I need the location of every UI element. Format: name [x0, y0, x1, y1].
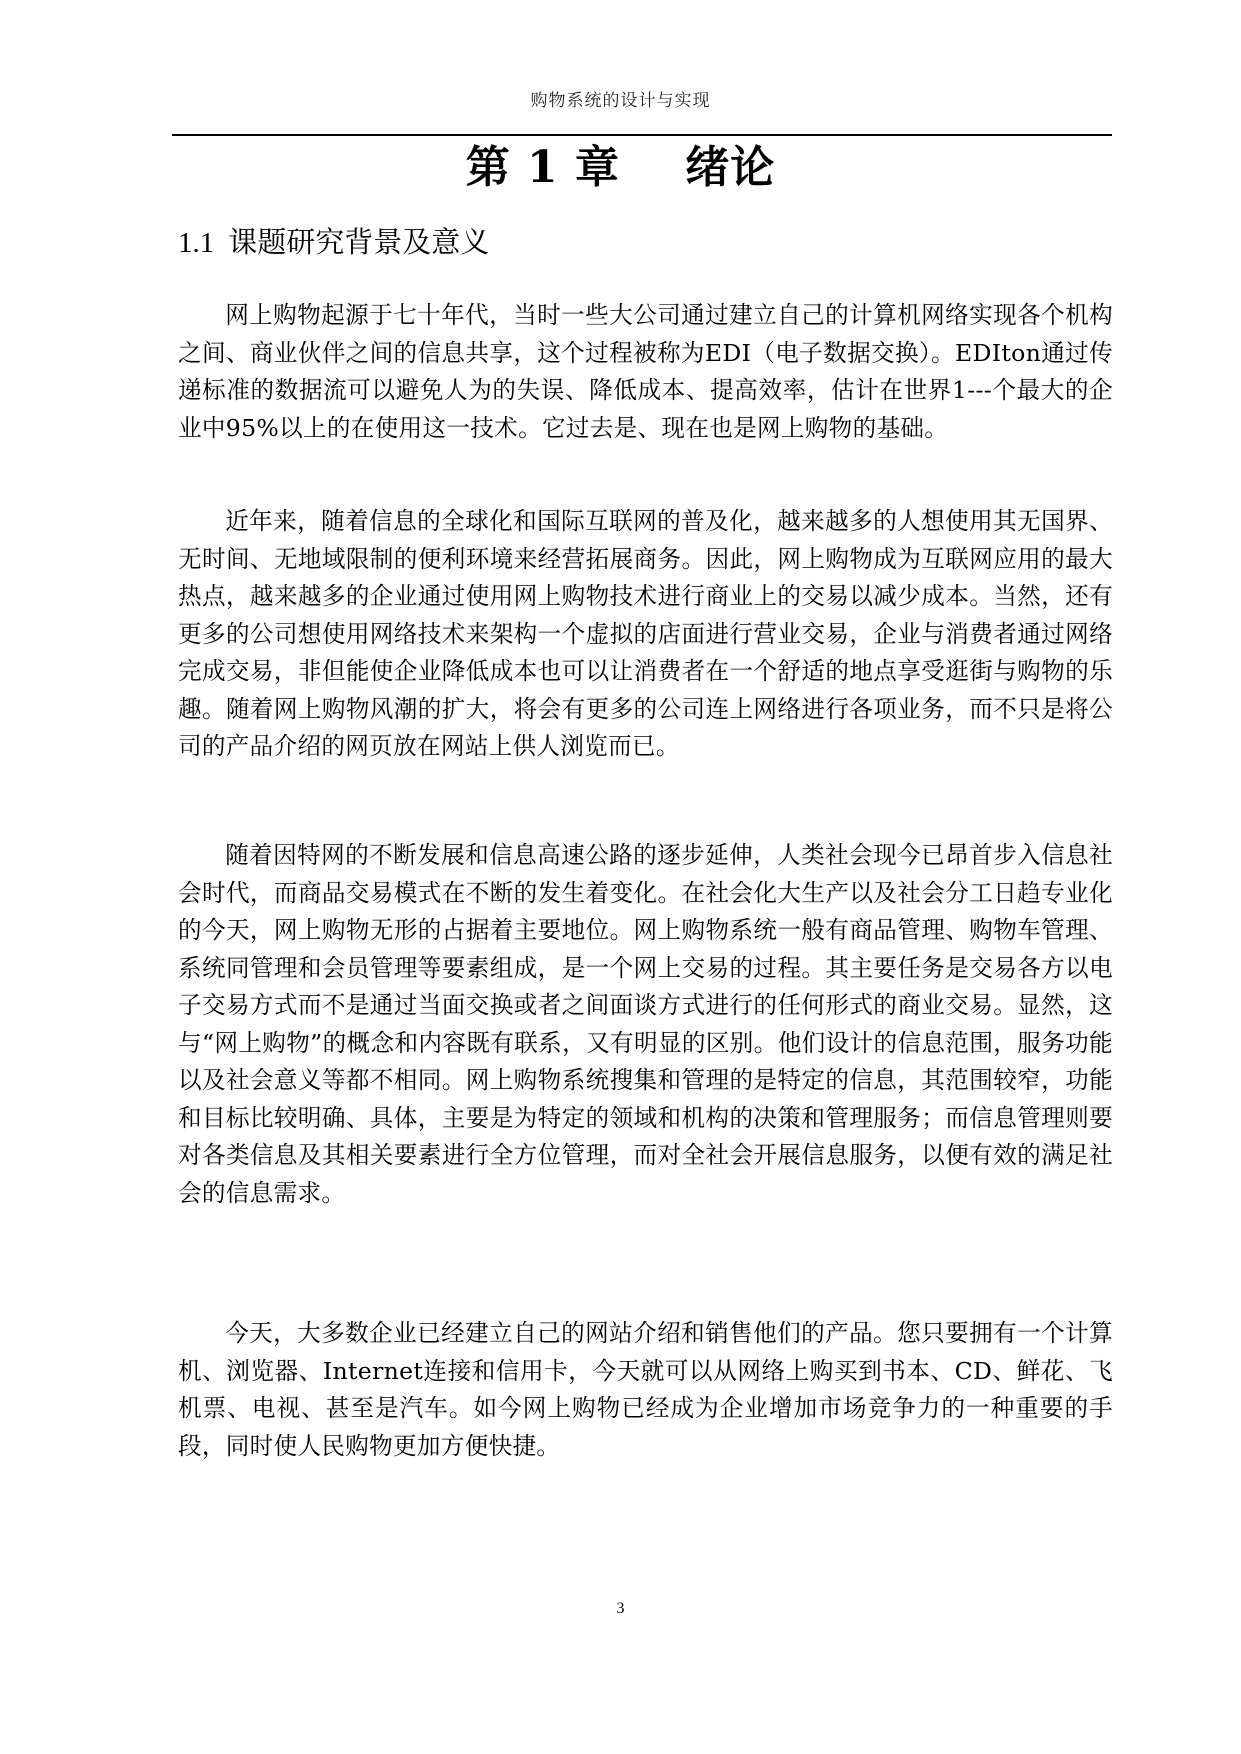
section-heading — [178, 222, 489, 263]
page-number: 3 — [616, 1600, 625, 1617]
section-title: 课题研究背景及意义 — [228, 225, 490, 259]
chapter-title — [0, 138, 1241, 198]
chapter-name: 绪论 — [685, 142, 776, 193]
chapter-number-label: 第 1 章 — [465, 142, 620, 193]
running-header: 购物系统的设计与实现 — [530, 91, 711, 111]
body-paragraph: 网上购物起源于七十年代，当时一些大公司通过建立自己的计算机网络实现各个机构之间、商业伙伴之间的信息共享，这个过程被称为EDI（电子数据交换）。EDIton通过传递标准的数据流可以避免人为的失误、降低成本、提高效率，估计在世界1---个最大的企业中95%以上的在使用这一技术。它过去是、现在也是网上购物的基础。 — [178, 301, 1113, 442]
header-divider — [172, 134, 1112, 136]
body-paragraph: 今天，大多数企业已经建立自己的网站介绍和销售他们的产品。您只要拥有一个计算机、浏览器、Internet连接和信用卡，今天就可以从网络上购买到书本、CD、鲜花、飞机票、电视、甚至是汽车。如今网上购物已经成为企业增加市场竞争力的一种重要的手段，同时使人民购物更加方便快捷。 — [178, 1319, 1113, 1460]
section-number: 1.1 — [178, 227, 215, 259]
body-paragraph: 近年来，随着信息的全球化和国际互联网的普及化，越来越多的人想使用其无国界、无时间、无地域限制的便利环境来经营拓展商务。因此，网上购物成为互联网应用的最大热点，越来越多的企业通过使用网上购物技术进行商业上的交易以减少成本。当然，还有更多的公司想使用网络技术来架构一个虚拟的店面进行营业交易，企业与消费者通过网络完成交易，非但能使企业降低成本也可以让消费者在一个舒适的地点享受逛街与购物的乐趣。随着网上购物风潮的扩大，将会有更多的公司连上网络进行各项业务，而不只是将公司的产品介绍的网页放在网站上供人浏览而已。 — [178, 507, 1113, 760]
body-paragraph: 随着因特网的不断发展和信息高速公路的逐步延伸，人类社会现今已昂首步入信息社会时代，而商品交易模式在不断的发生着变化。在社会化大生产以及社会分工日趋专业化的今天，网上购物无形的占据着主要地位。网上购物系统一般有商品管理、购物车管理、系统同管理和会员管理等要素组成，是一个网上交易的过程。其主要任务是交易各方以电子交易方式而不是通过当面交换或者之间面谈方式进行的任何形式的商业交易。显然，这与“网上购物”的概念和内容既有联系，又有明显的区别。他们设计的信息范围，服务功能以及社会意义等都不相同。网上购物系统搜集和管理的是特定的信息，其范围较窄，功能和目标比较明确、具体，主要是为特定的领域和机构的决策和管理服务；而信息管理则要对各类信息及其相关要素进行全方位管理，而对全社会开展信息服务，以便有效的满足社会的信息需求。 — [178, 841, 1113, 1207]
